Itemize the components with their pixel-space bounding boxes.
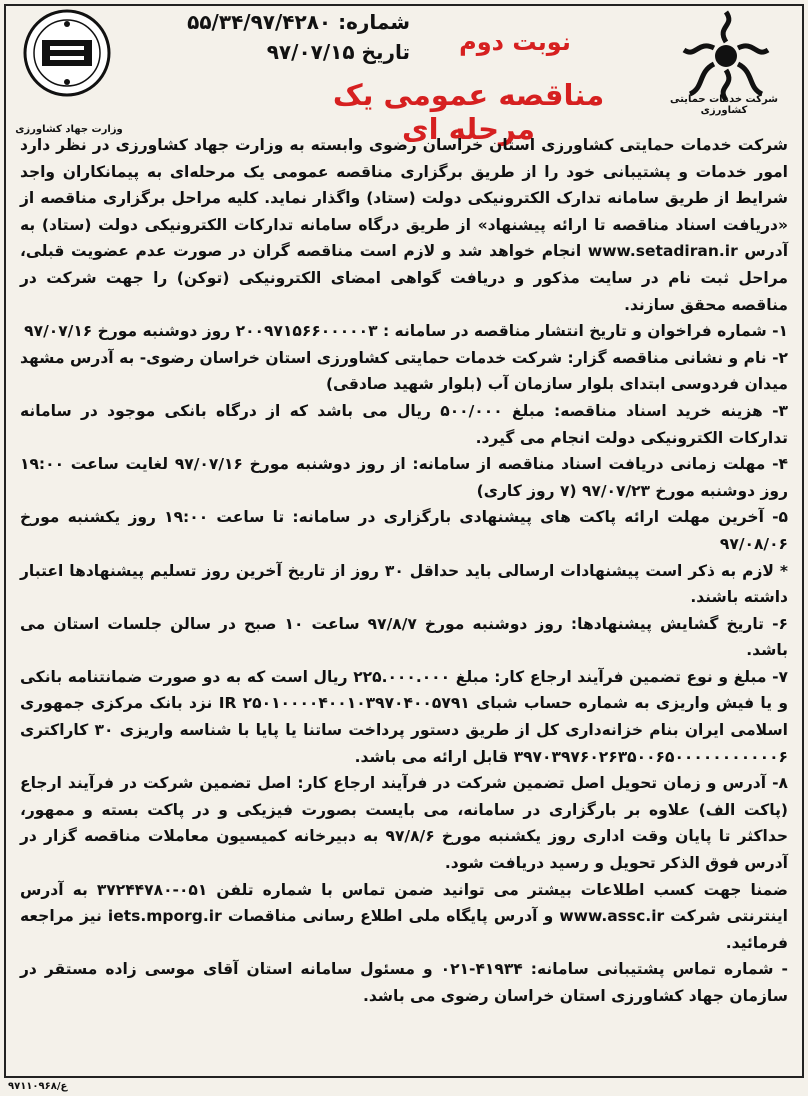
item-7: ۷- مبلغ و نوع تضمین فرآیند ارجاع کار: مبلغ ۲۲۵.۰۰۰.۰۰۰ ریال است که به دو صورت ضمانتنامه بانکی و یا فیش واریزی به شماره حساب شبای IR ۲۵۰۱۰۰۰۰۴۰۰۱۰۳۹۷۰۴۰۰۵۷۹۱ نزد بانک مرکزی جمهوری اسلامی ایران بنام خزانه‌داری کل از طریق دستور پرداخت ساتنا یا پایا با شناسه واریزی ۳۰ کاراکتری ۳۹۷۰۳۹۷۶۰۲۶۳۵۰۰۶۵۰۰۰۰۰۰۰۰۰۰۰۶ قابل ارائه می باشد. xyxy=(20,667,789,766)
item-8: ۸- آدرس و زمان تحویل اصل تضمین شرکت در فرآیند ارجاع کار: اصل تضمین شرکت در فرآیند ارجاع (پاکت الف) علاوه بر بارگزاری در سامانه، می بایست بصورت فیزیکی و در پاکت بسته و ممهور، حداکثر تا پایان وقت اداری روز یکشنبه مورخ ۹۷/۸/۶ به دبیرخانه کمیسیون معاملات مناقصه گزار در آدرس فوق الذکر تحویل و رسید دریافت شود. xyxy=(20,774,788,873)
item-4: ۴- مهلت زمانی دریافت اسناد مناقصه از سامانه: از روز دوشنبه مورخ ۹۷/۰۷/۱۶ لغایت ساعت ۱۹:۰۰ روز دوشنبه مورخ ۹۷/۰۷/۲۳ (۷ روز کاری) xyxy=(20,455,788,500)
item-3: ۳- هزینه خرید اسناد مناقصه: مبلغ ۵۰۰/۰۰۰ ریال می باشد که از درگاه بانکی موجود در سامانه تدارکات الکترونیکی دولت انجام می گیرد. xyxy=(20,401,788,447)
contact-paragraph: ضمنا جهت کسب اطلاعات بیشتر می توانید ضمن تماس با شماره تلفن ۰۵۱-۳۷۲۴۴۷۸۰ به آدرس اینترنتی شرکت www.assc.ir و آدرس پایگاه ملی اطلاع رسانی مناقصات iets.mporg.ir نیز مراجعه فرمائید. xyxy=(20,880,789,952)
item-2: ۲- نام و نشانی مناقصه گزار: شرکت خدمات حمایتی کشاورزی استان خراسان رضوی- به آدرس مشهد میدان فردوسی ابتدای بلوار سازمان آب (بلوار شهید صادقی) xyxy=(20,348,788,394)
ministry-label: وزارت جهاد کشاورزی xyxy=(15,124,123,135)
company-name: شرکت خدمات حمایتی کشاورزی xyxy=(669,94,779,116)
item-5: ۵- آخرین مهلت ارائه پاکت های پیشنهادی بارگزاری در سامانه: تا ساعت ۱۹:۰۰ روز یکشنبه مورخ ۹۷/۰۸/۰۶ xyxy=(20,508,788,553)
item-6: ۶- تاریخ گشایش پیشنهادها: روز دوشنبه مورخ ۹۷/۸/۷ ساعت ۱۰ صبح در سالن جلسات استان می باشد. xyxy=(20,614,788,660)
ministry-seal-icon xyxy=(22,8,112,98)
ad-body xyxy=(20,132,788,1010)
support-paragraph: - شماره تماس پشتیبانی سامانه: ۴۱۹۳۴-۰۲۱ و مسئول سامانه استان آقای موسی زاده مستقر در سازمان جهاد کشاورزی استان خراسان رضوی می باشد. xyxy=(20,960,788,1005)
footer-code: ۹۷۱۱۰۹۶۸/ع xyxy=(8,1081,68,1092)
validity-note: * لازم به ذکر است پیشنهادات ارسالی باید حداقل ۳۰ روز از تاریخ آخرین روز تسلیم پیشنهادها اعتبار داشته باشند. xyxy=(20,561,788,607)
ad-number: شماره: ۵۵/۳۴/۹۷/۴۲۸۰ xyxy=(187,10,410,34)
intro-paragraph: شرکت خدمات حمایتی کشاورزی استان خراسان رضوی وابسته به وزارت جهاد کشاورزی در نظر دارد امور خدمات و پشتیبانی خود را از طریق برگزاری مناقصه عمومی یک مرحله‌ای به پیمانکاران واجد شرایط از طریق سامانه تدارک الکترونیکی دولت (ستاد) واگذار نماید. کلیه مراحل برگزاری مناقصه از «دریافت اسناد مناقصه تا ارائه پیشنهاد» از طریق درگاه سامانه تدارکات الکترونیکی دولت (ستاد) به آدرس www.setadiran.ir انجام خواهد شد و لازم است مناقصه گران در صورت عدم عضویت قبلی، مراحل ثبت نام در سایت مذکور و دریافت گواهی امضای الکترونیکی (توکن) را جهت شرکت در مناقصه محقق سازند. xyxy=(20,136,789,314)
ad-date: تاریخ ۹۷/۰۷/۱۵ xyxy=(266,40,410,64)
item-1: ۱- شماره فراخوان و تاریخ انتشار مناقصه در سامانه : ۲۰۰۹۷۱۵۶۶۰۰۰۰۰۳ روز دوشنبه مورخ ۹۷/۰۷/۱۶ xyxy=(24,322,788,341)
round-label: نوبت دوم xyxy=(459,28,571,56)
page-title: مناقصه عمومی یک مرحله ای xyxy=(332,78,605,146)
